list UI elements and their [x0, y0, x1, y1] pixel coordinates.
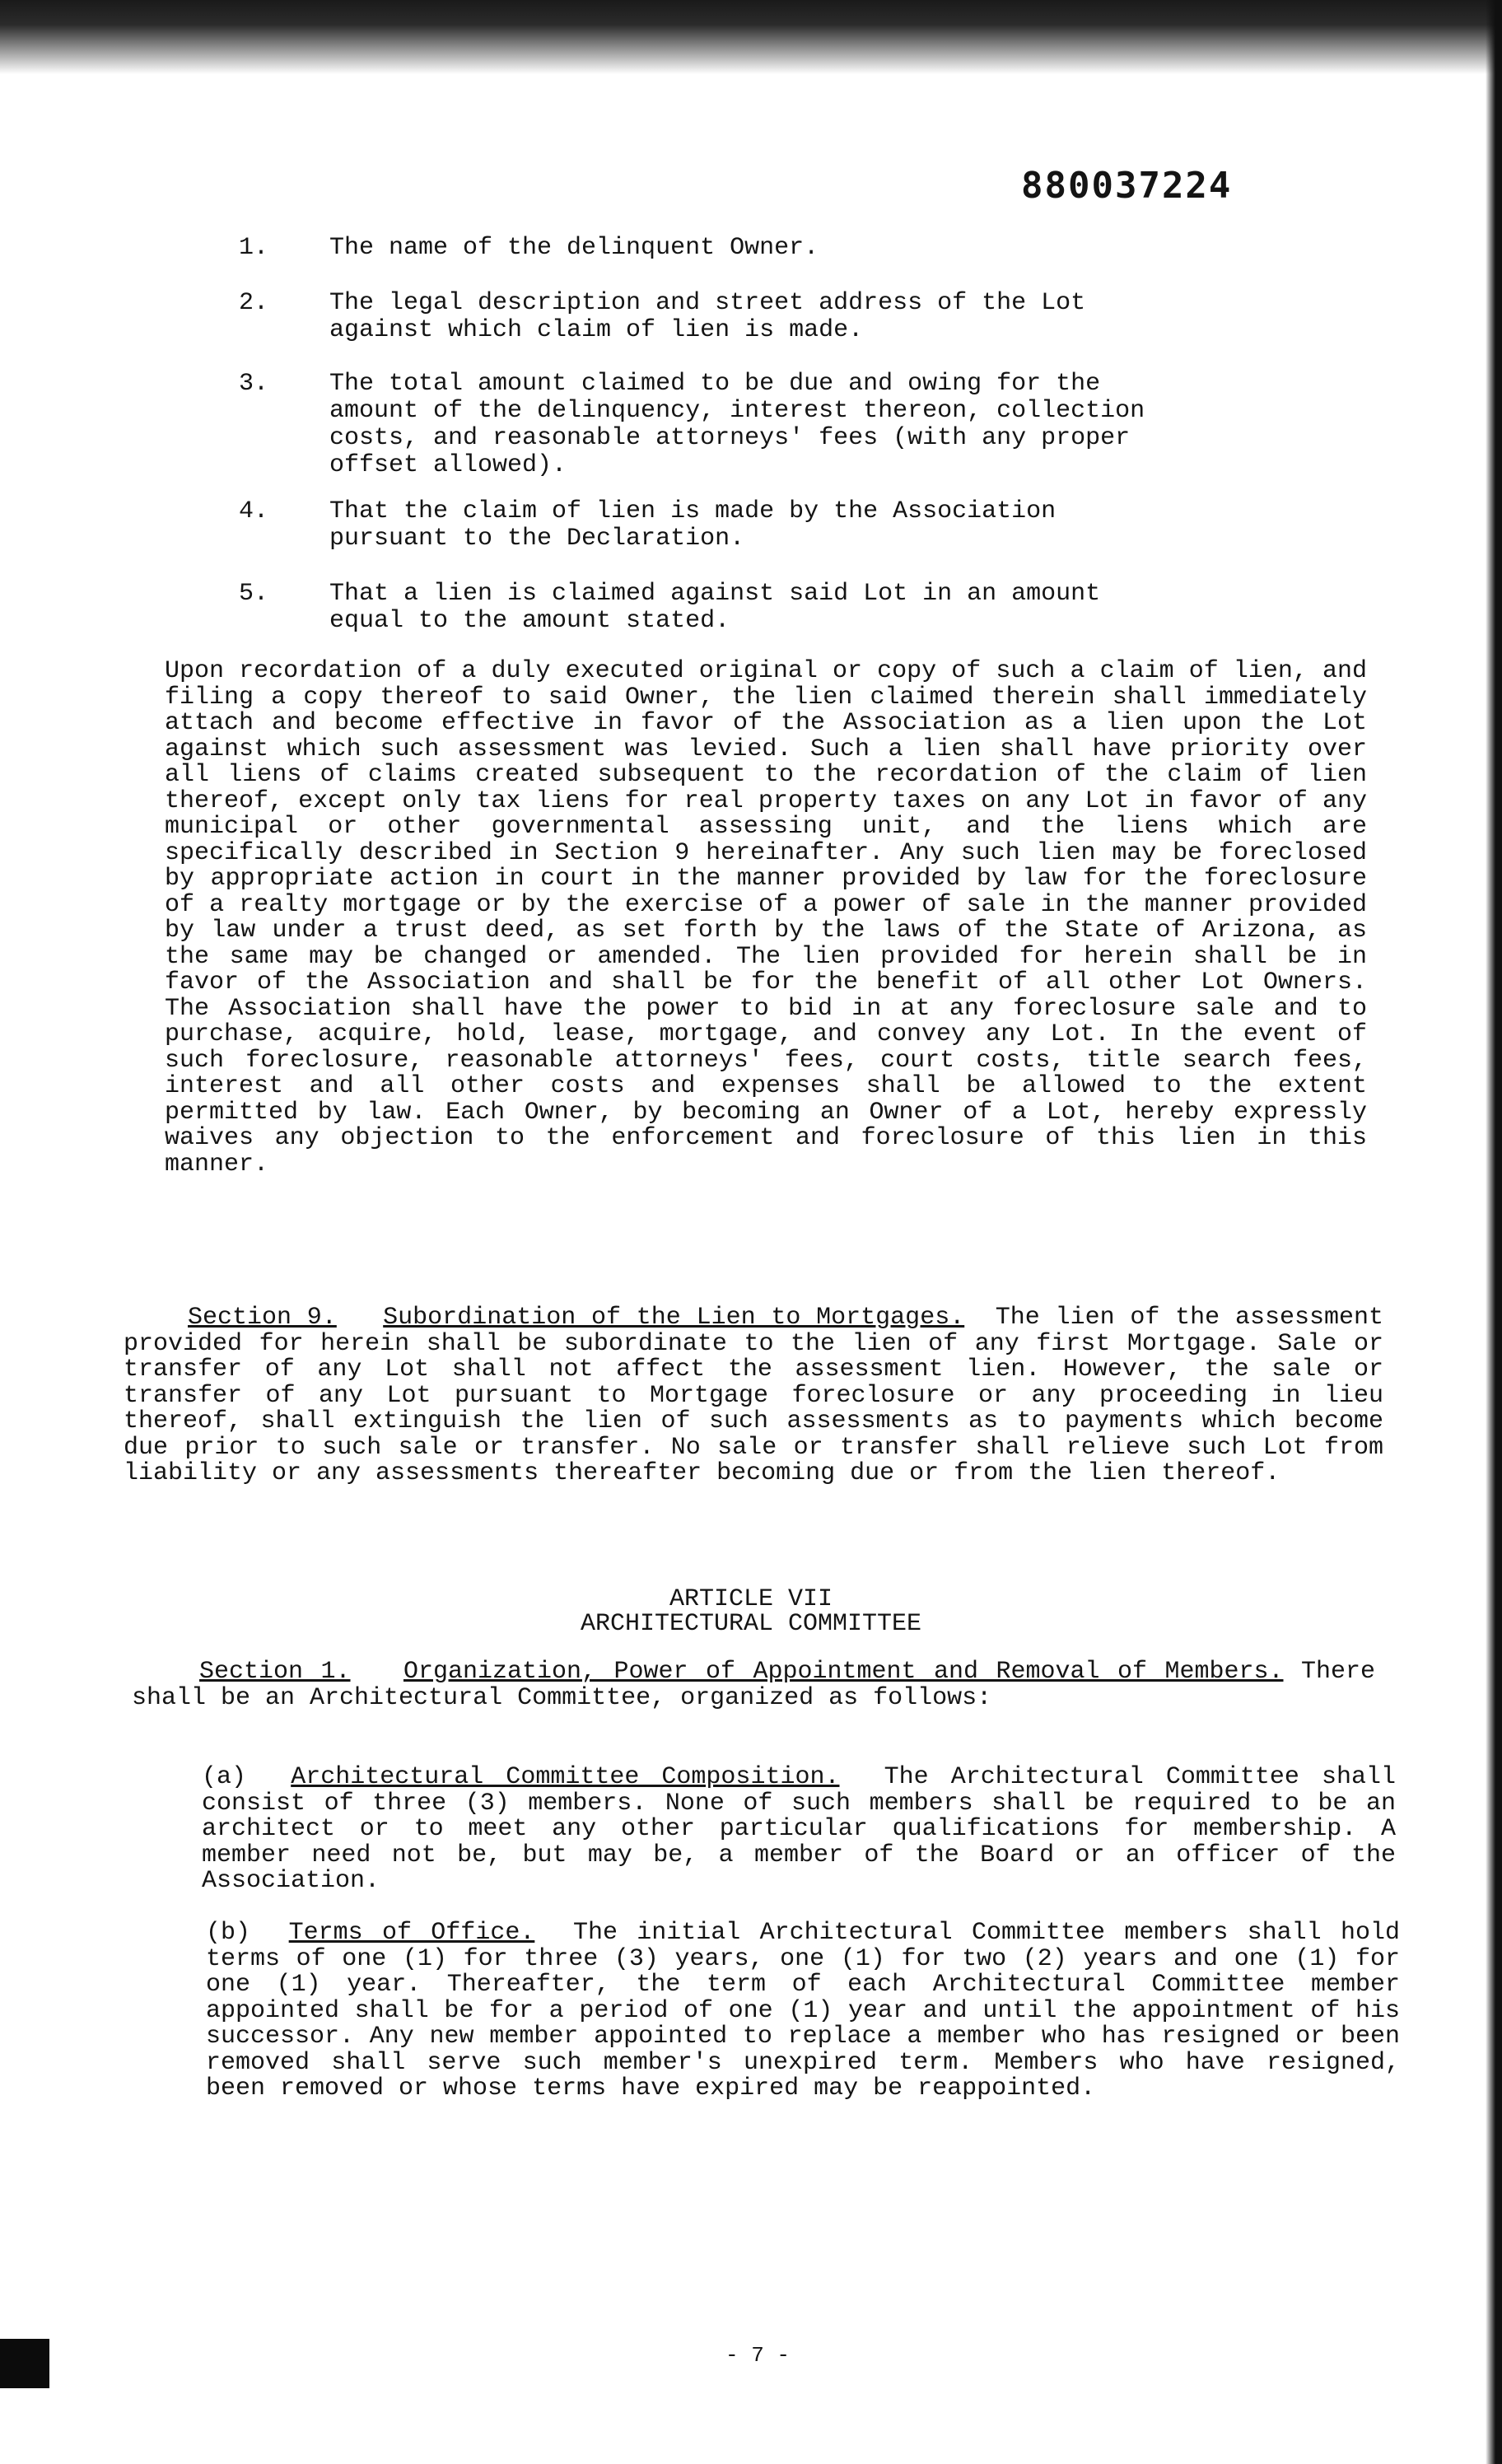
list-text: The total amount claimed to be due and owing for the amount of the delinquency, interest thereon, collection costs, and reasonable attorneys' fees (with any proper offset allowed).: [329, 370, 1145, 479]
subsection-a-body: The Architectural Committee shall consist of three (3) members. None of such members shall be required to be an architect or to meet any other particular qualifications for membership. A member need not be, but may be, a member of the Board or an officer of the Association.: [202, 1763, 1396, 1895]
subsection-a-paragraph: [202, 1765, 1396, 1895]
article-title: ARCHITECTURAL COMMITTEE: [580, 1610, 922, 1638]
list-text: That a lien is claimed against said Lot in an amount equal to the amount stated.: [329, 580, 1101, 635]
subsection-b-title: Terms of Office.: [288, 1919, 535, 1947]
subsection-a-title: Architectural Committee Composition.: [291, 1763, 840, 1791]
page-number: - 7 -: [725, 2343, 790, 2368]
list-text: That the claim of lien is made by the Association pursuant to the Declaration.: [329, 497, 1057, 553]
list-number: 3.: [239, 370, 269, 398]
list-text: The name of the delinquent Owner.: [329, 234, 819, 262]
list-number: 1.: [239, 234, 269, 262]
scan-corner-mark: [0, 2339, 49, 2388]
subsection-b-label: (b): [206, 1919, 251, 1947]
document-number: 880037224: [1021, 165, 1233, 207]
scan-top-edge: [0, 0, 1502, 74]
section-1-body: There shall be an Architectural Committee, organized as follows:: [132, 1658, 1375, 1712]
section-9-body: The lien of the assessment provided for herein shall be subordinate to the lien of any first Mortgage. Sale or transfer of any Lot shall not affect the assessment lien. However, the sale or transfer of any Lot pursuant to Mortgage foreclosure or any proceeding in lieu thereof, shall extinguish the lien of such assessments as to payments which become due prior to such sale or transfer. No sale or transfer shall relieve such Lot from liability or any assessments thereafter becoming due or from the lien thereof.: [124, 1304, 1383, 1487]
section-1-title: Organization, Power of Appointment and Removal of Members.: [403, 1658, 1284, 1686]
list-number: 4.: [239, 497, 269, 525]
list-number: 2.: [239, 289, 269, 317]
section-9-paragraph: [124, 1305, 1383, 1487]
scan-right-edge: [1486, 0, 1502, 2464]
subsection-b-paragraph: [206, 1920, 1400, 2102]
section-9-label: Section 9.: [188, 1304, 337, 1332]
section-1-paragraph: [132, 1659, 1375, 1711]
section-1-label: Section 1.: [199, 1658, 351, 1686]
list-number: 5.: [239, 580, 269, 608]
subsection-b-body: The initial Architectural Committee members shall hold terms of one (1) for three (3) years, one (1) for two (2) years and one (1) for one (1) year. Thereafter, the term of each Architectural Committee member appointed shall be for a period of one (1) year and until the appointment of his successor. Any new member appointed to replace a member who has resigned or been removed shall serve such member's unexpired term. Members who have resigned, been removed or whose terms have expired may be reappointed.: [206, 1919, 1400, 2102]
article-number: ARTICLE VII: [669, 1585, 833, 1613]
lien-recordation-paragraph: Upon recordation of a duly executed original or copy of such a claim of lien, and filing a copy thereof to said Owner, the lien claimed therein shall immediately attach and become effective in favor of the Association as a lien upon the Lot against which such assessment was levied. Such a lien shall have priority over all liens of claims created subsequent to the recordation of the claim of lien thereof, except only tax liens for real property taxes on any Lot in favor of any municipal or other governmental assessing unit, and the liens which are specifically described in Section 9 hereinafter. Any such lien may be foreclosed by appropriate action in court in the manner provided by law for the foreclosure of a realty mortgage or by the exercise of a power of sale in the manner provided by law under a trust deed, as set forth by the laws of the State of Arizona, as the same may be changed or amended. The lien provided for herein shall be in favor of the Association and shall be for the benefit of all other Lot Owners. The Association shall have the power to bid in at any foreclosure sale and to purchase, acquire, hold, lease, mortgage, and convey any Lot. In the event of such foreclosure, reasonable attorneys' fees, court costs, title search fees, interest and all other costs and expenses shall be allowed to the extent permitted by law. Each Owner, by becoming an Owner of a Lot, hereby expressly waives any objection to the enforcement and foreclosure of this lien in this manner.: [165, 657, 1367, 1178]
subsection-a-label: (a): [202, 1763, 247, 1791]
list-text: The legal description and street address of the Lot against which claim of lien is made.: [329, 289, 1086, 344]
section-9-title: Subordination of the Lien to Mortgages.: [383, 1304, 965, 1332]
